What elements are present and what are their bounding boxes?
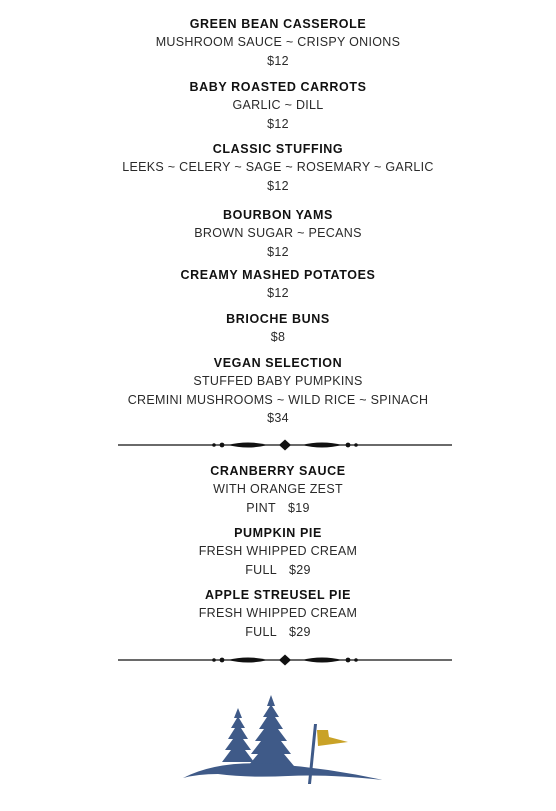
item-size: FULL xyxy=(245,624,277,639)
item-size: PINT xyxy=(246,500,276,515)
item-name: BOURBON YAMS xyxy=(223,208,333,222)
menu-item-green-bean-casserole xyxy=(0,15,556,70)
item-description: WITH ORANGE ZEST xyxy=(213,482,343,496)
item-size-price xyxy=(0,499,556,518)
item-description: GARLIC ~ DILL xyxy=(232,98,324,112)
item-price: $12 xyxy=(267,244,289,259)
item-price: $34 xyxy=(267,411,289,425)
item-price: $12 xyxy=(267,53,289,68)
item-description: MUSHROOM SAUCE ~ CRISPY ONIONS xyxy=(155,35,401,49)
pine-trees-icon xyxy=(183,695,383,784)
pine-trees-flag-logo-icon xyxy=(178,690,388,790)
item-name: PUMPKIN PIE xyxy=(234,526,322,540)
menu-item-creamy-mashed-potatoes xyxy=(0,266,556,303)
item-name: APPLE STREUSEL PIE xyxy=(204,588,352,602)
item-price: $12 xyxy=(267,178,289,193)
item-name: BRIOCHE BUNS xyxy=(226,312,330,326)
menu-item-classic-stuffing xyxy=(0,140,556,195)
item-description: FRESH WHIPPED CREAM xyxy=(198,606,358,620)
item-name: VEGAN SELECTION xyxy=(213,356,343,370)
item-description: STUFFED BABY PUMPKINS xyxy=(193,374,363,388)
item-price: $29 xyxy=(289,624,311,639)
item-name: GREEN BEAN CASSEROLE xyxy=(189,17,367,31)
ornamental-divider xyxy=(118,653,452,667)
item-size-price xyxy=(0,561,556,580)
item-size: FULL xyxy=(245,562,277,577)
item-description: LEEKS ~ CELERY ~ SAGE ~ ROSEMARY ~ GARLIC xyxy=(122,160,434,174)
item-price: $19 xyxy=(287,500,310,515)
item-description: FRESH WHIPPED CREAM xyxy=(198,544,358,558)
menu-item-vegan-selection xyxy=(0,354,556,428)
menu-item-cranberry-sauce xyxy=(0,462,556,517)
menu-item-baby-roasted-carrots xyxy=(0,78,556,133)
item-price: $29 xyxy=(289,562,311,577)
item-price: $12 xyxy=(267,116,289,131)
item-name: CLASSIC STUFFING xyxy=(212,142,344,156)
ornamental-divider xyxy=(118,438,452,452)
item-name: CRANBERRY SAUCE xyxy=(210,464,346,478)
item-size-price xyxy=(0,623,556,642)
flag-icon xyxy=(317,730,348,746)
menu-item-brioche-buns xyxy=(0,310,556,347)
menu-item-apple-streusel-pie xyxy=(0,586,556,641)
item-description: BROWN SUGAR ~ PECANS xyxy=(194,226,362,240)
item-price: $12 xyxy=(267,286,289,300)
menu-item-pumpkin-pie xyxy=(0,524,556,579)
item-name: BABY ROASTED CARROTS xyxy=(189,80,367,94)
item-price: $8 xyxy=(270,330,286,344)
item-name: CREAMY MASHED POTATOES xyxy=(180,268,376,282)
item-description: CREMINI MUSHROOMS ~ WILD RICE ~ SPINACH xyxy=(127,392,429,407)
menu-item-bourbon-yams xyxy=(0,206,556,261)
